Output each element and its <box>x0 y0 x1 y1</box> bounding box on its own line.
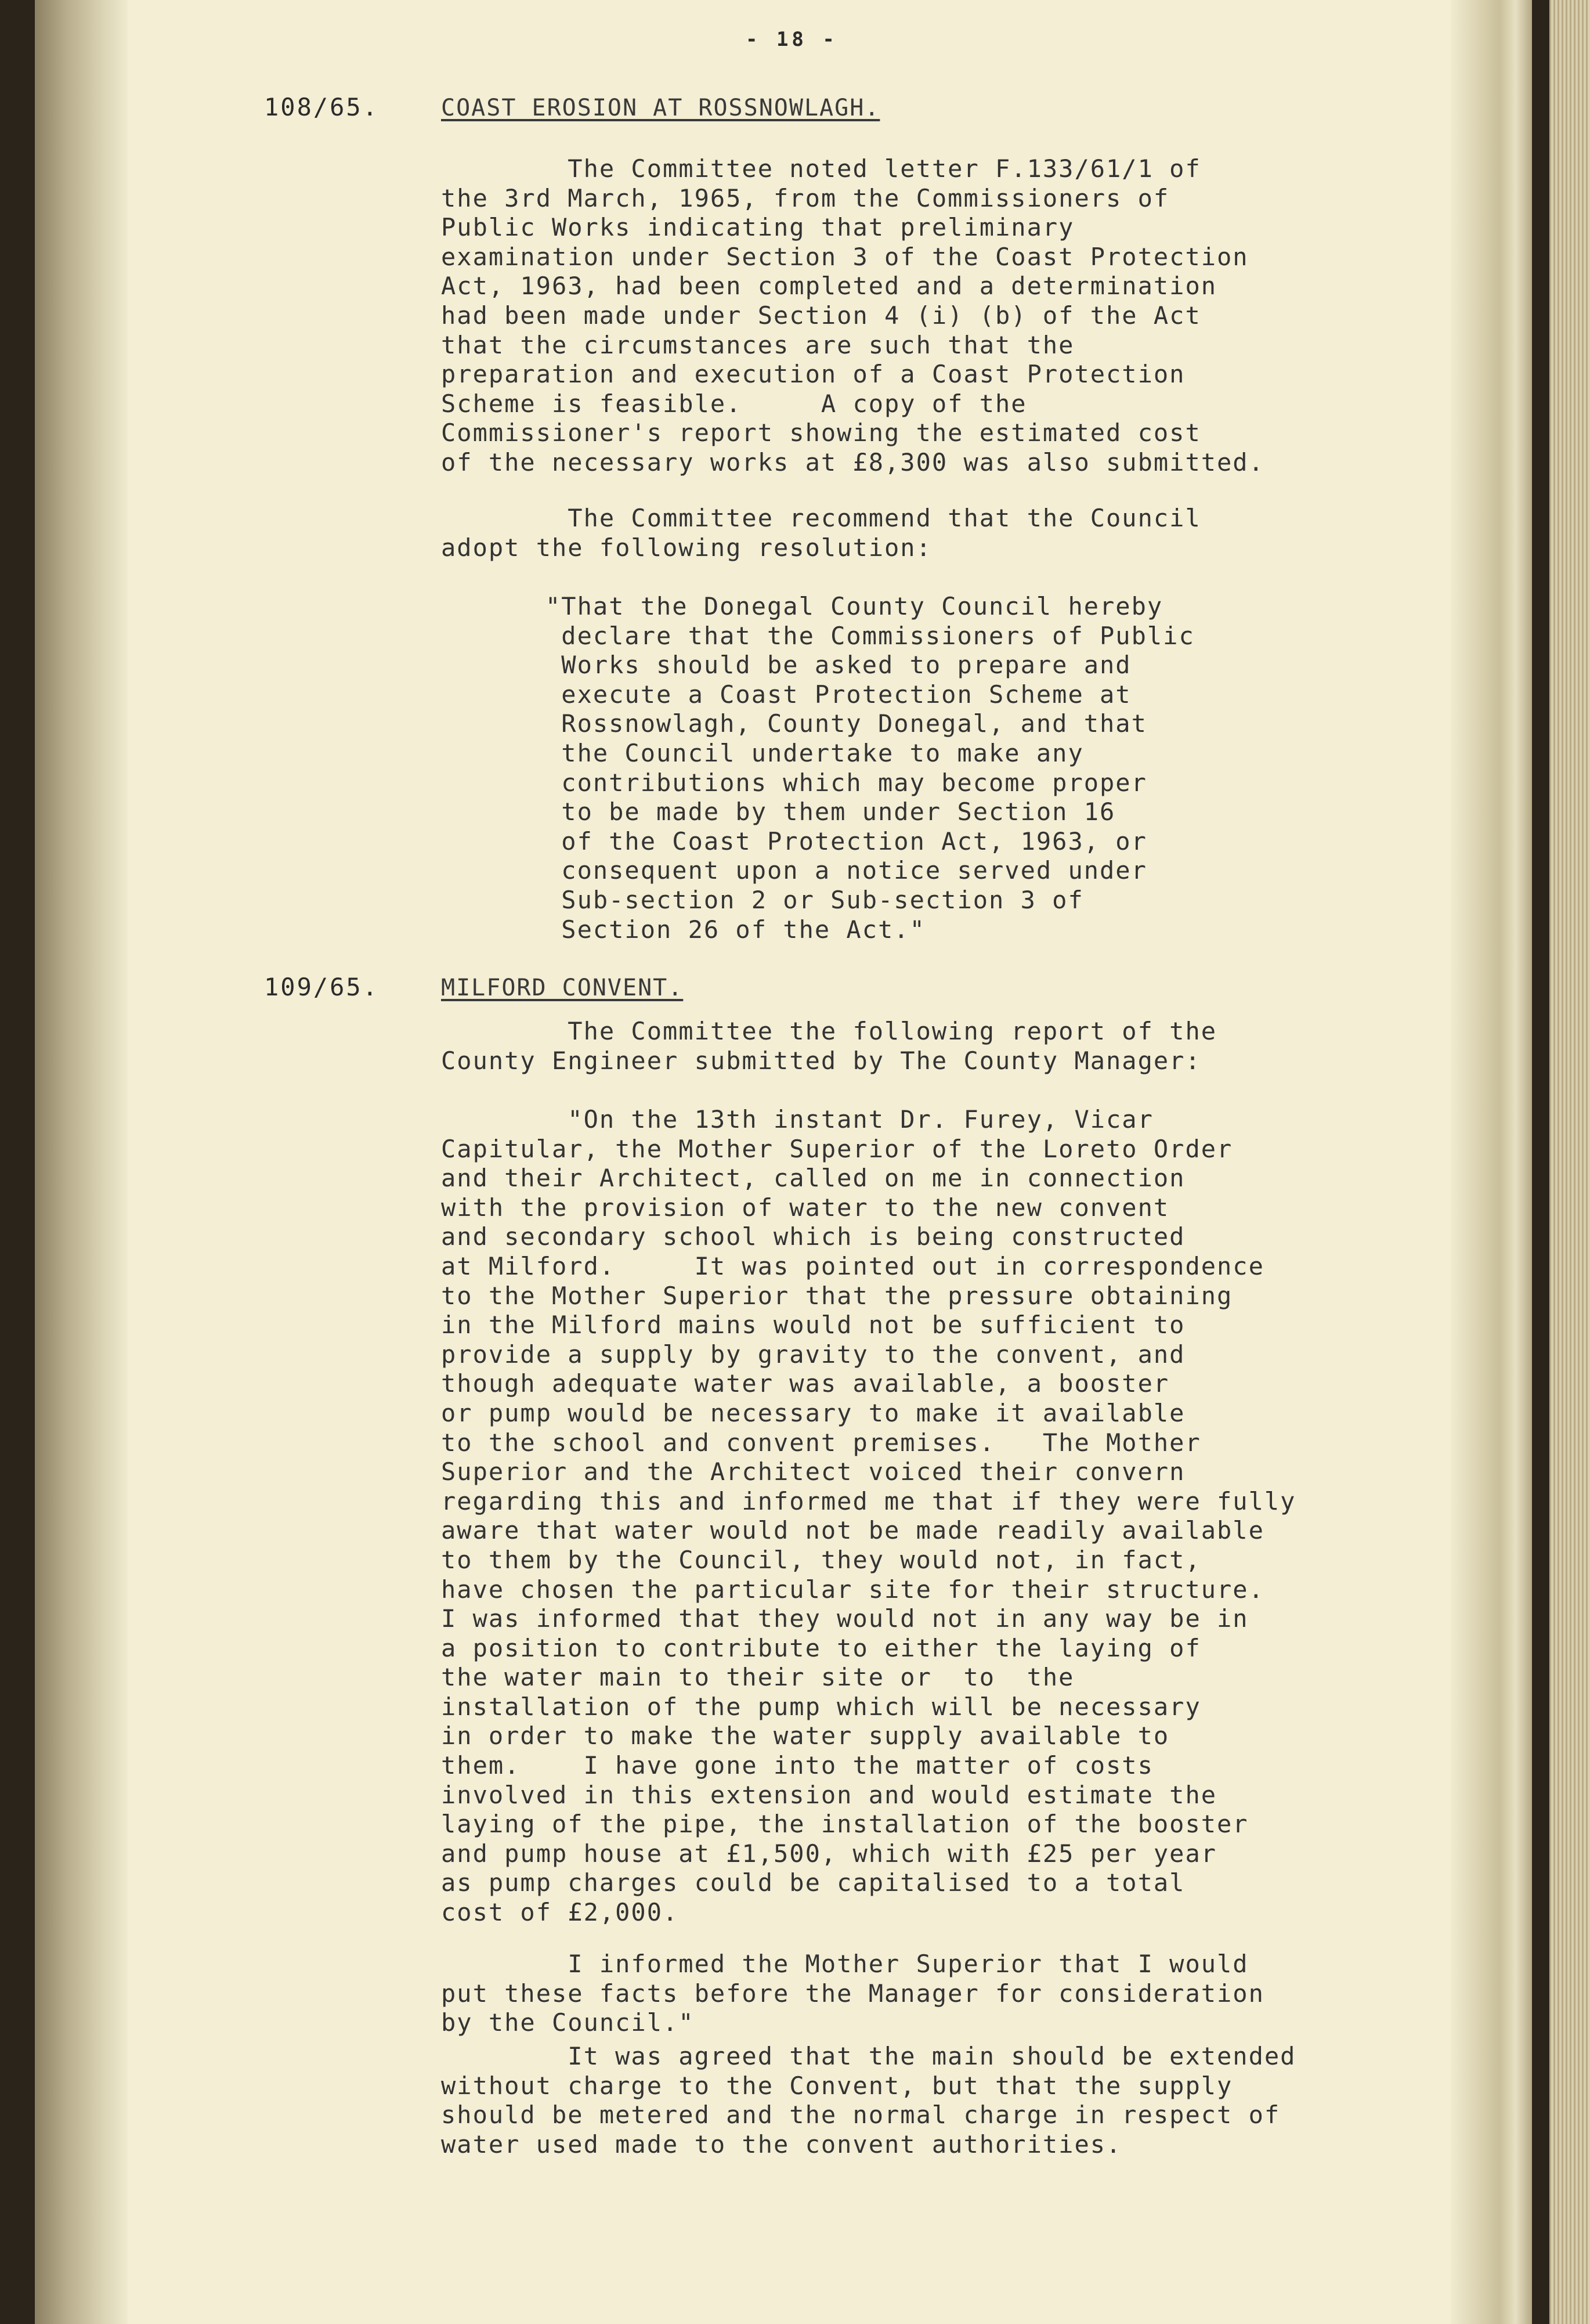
paragraph: The Committee noted letter F.133/61/1 of the 3rd March, 1965, from the Commissioners of Public Works indicating that preliminary examination under Section 3 of the Coast Protection Act, 1963, had been completed and a determination had been made under Section 4 (i) (b) of the Act that the circumstances are such that the preparation and execution of a Coast Protection Scheme is feasible. A copy of the Commissioner's report showing the estimated cost of the necessary works at £8,300 was also submitted. <box>441 154 1264 477</box>
book-page-edges <box>1549 0 1590 2324</box>
paragraph: The Committee recommend that the Council adopt the following resolution: <box>441 504 1201 562</box>
minute-number: 109/65. <box>264 973 380 1001</box>
minute-heading: MILFORD CONVENT. <box>441 975 684 1001</box>
minute-heading: COAST EROSION AT ROSSNOWLAGH. <box>441 95 880 121</box>
page-edge-shadow <box>1451 0 1532 2324</box>
document-page <box>35 0 1532 2324</box>
paragraph: It was agreed that the main should be extended without charge to the Convent, but that the supply should be metered and the normal charge in respect of water used made to the convent authorities. <box>441 2042 1296 2159</box>
page-folio: - 18 - <box>746 28 838 51</box>
resolution-quote: "That the Donegal County Council hereby declare that the Commissioners of Public Works should be asked to prepare and execute a Coast Protection Scheme at Rossnowlagh, County Donegal, and that the Council undertake to make any contributions which may become proper to be made by them under Section 16 of the Coast Protection Act, 1963, or consequent upon a notice served under Sub-section 2 or Sub-section 3 of Section 26 of the Act." <box>545 592 1195 944</box>
binding-gutter <box>35 0 128 2324</box>
paragraph: I informed the Mother Superior that I would put these facts before the Manager for consideration by the Council." <box>441 1950 1264 2037</box>
engineer-report-quote: "On the 13th instant Dr. Furey, Vicar Capitular, the Mother Superior of the Loreto Order and their Architect, called on me in connection with the provision of water to the new convent and secondary school which is being constructed at Milford. It was pointed out in correspondence to the Mother Superior that the pressure obtaining in the Milford mains would not be sufficient to provide a supply by gravity to the convent, and though adequate water was available, a booster or pump would be necessary to make it available to the school and convent premises. The Mother Superior and the Architect voiced their convern regarding this and informed me that if they were fully aware that water would not be made readily available to them by the Council, they would not, in fact, have chosen the particular site for their structure. I was informed that they would not in any way be in a position to contribute to either the laying of the water main to their site or to the installation of the pump which will be necessary in order to make the water supply available to them. I have gone into the matter of costs involved in this extension and would estimate the laying of the pipe, the installation of the booster and pump house at £1,500, which with £25 per year as pump charges could be capitalised to a total cost of £2,000. <box>441 1105 1296 1927</box>
paragraph: The Committee the following report of the County Engineer submitted by The County Manager: <box>441 1017 1217 1075</box>
minute-number: 108/65. <box>264 93 380 121</box>
